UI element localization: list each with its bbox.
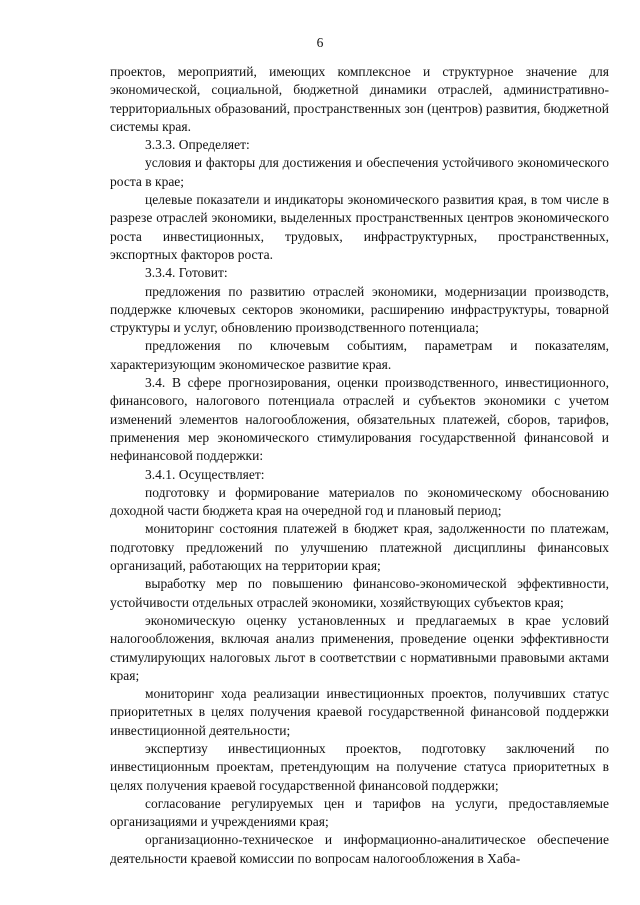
section-heading: 3.3.4. Готовит: <box>145 265 228 281</box>
paragraph: экономическую оценку установленных и предлагаемых в крае условий налогообложения, включая анализ применения, проведение оценки эффективности стимулирующих налоговых льгот в соответствии с нормативными правовыми актами края; <box>110 612 609 683</box>
paragraph: проектов, мероприятий, имеющих комплексное и структурное значение для экономической, социальной, бюджетной динамики отраслей, административно-территориальных образований, пространственных зон (центров) развития, бюджетной системы края. <box>110 64 609 134</box>
section-heading: 3.4. В сфере прогнозирования, оценки производственного, инвестиционного, финансового, налогового потенциала отраслей и субъектов экономики с учетом изменений элементов налогообложения, обязательных платежей, сборов, тарифов, применения мер экономического стимулирования государственной финансовой и нефинансовой поддержки: <box>110 375 609 464</box>
paragraph: условия и факторы для достижения и обеспечения устойчивого экономического роста в крае; <box>110 155 609 189</box>
paragraph: целевые показатели и индикаторы экономического развития края, в том числе в разрезе отраслей экономики, выделенных пространственных центров экономического роста инвестиционных, трудовых, инфраструктурных, пространственных, экспортных факторов роста. <box>110 192 609 262</box>
section-heading: 3.3.3. Определяет: <box>145 137 250 153</box>
paragraph: согласование регулируемых цен и тарифов на услуги, предоставляемые организациями и учреждениями края; <box>110 795 609 830</box>
document-body <box>110 63 609 868</box>
paragraph: выработку мер по повышению финансово-экономической эффективности, устойчивости отдельных отраслей экономики, хозяйствующих субъектов края; <box>110 576 609 610</box>
paragraph: подготовку и формирование материалов по экономическому обоснованию доходной части бюджета края на очередной год и плановый период; <box>110 484 609 519</box>
paragraph: мониторинг хода реализации инвестиционных проектов, получивших статус приоритетных в целях получения краевой государственной финансовой поддержки инвестиционной деятельности; <box>110 686 609 738</box>
paragraph: экспертизу инвестиционных проектов, подготовку заключений по инвестиционным проектам, претендующим на получение статуса приоритетных в целях получения краевой государственной финансовой поддержки; <box>110 740 609 793</box>
paragraph: организационно-техническое и информационно-аналитическое обеспечение деятельности краевой комиссии по вопросам налогообложения в Хаба- <box>110 832 609 866</box>
page-number: 6 <box>316 35 324 50</box>
paragraph: мониторинг состояния платежей в бюджет края, задолженности по платежам, подготовку предложений по улучшению платежной дисциплины финансовых организаций, работающих на территории края; <box>110 521 609 574</box>
section-heading: 3.4.1. Осуществляет: <box>145 466 265 482</box>
paragraph: предложения по развитию отраслей экономики, модернизации производств, поддержке ключевых секторов экономики, расширению инфраструктуры, товарной структуры и услуг, обновлению производственного потенциала; <box>110 283 609 336</box>
paragraph: предложения по ключевым событиям, параметрам и показателям, характеризующим экономическое развитие края. <box>110 338 609 372</box>
